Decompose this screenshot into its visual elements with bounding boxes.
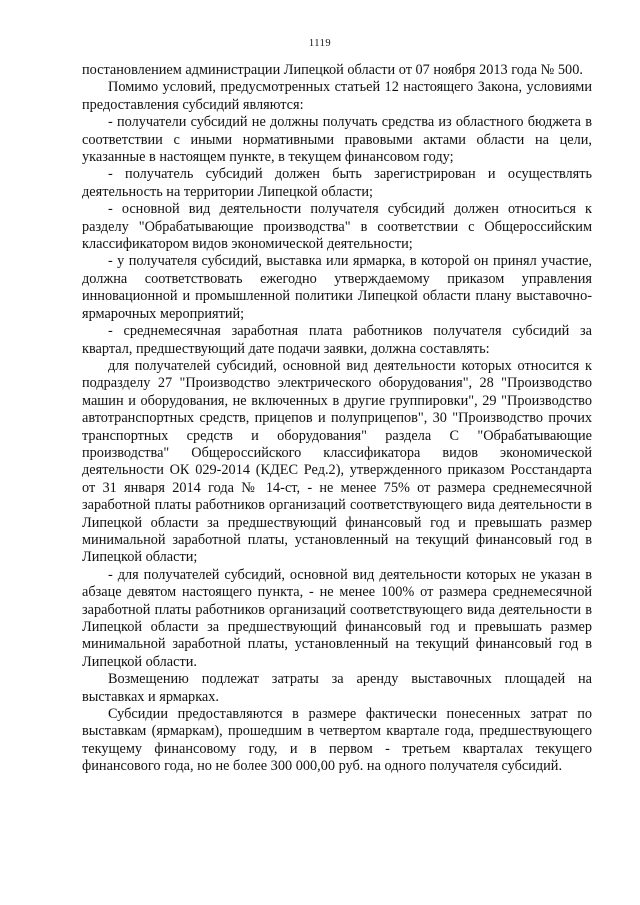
document-body [82, 62, 592, 776]
paragraph: Возмещению подлежат затраты за аренду выставочных площадей на выставках и ярмарках. [82, 671, 592, 705]
paragraph: Помимо условий, предусмотренных статьей 12 настоящего Закона, условиями предоставления субсидий являются: [82, 79, 592, 113]
list-item: - у получателя субсидий, выставка или ярмарка, в которой он принял участие, должна соответствовать ежегодно утверждаемому приказом управления инновационной и промышленной политики Липецкой области плану выставочно-ярмарочных мероприятий; [82, 253, 592, 322]
list-item: - для получателей субсидий, основной вид деятельности которых не указан в абзаце девятом настоящего пункта, - не менее 100% от размера среднемесячной заработной платы работников организаций соответствующего вида деятельности в Липецкой области за предшествующий финансовый год и превышать размер минимальной заработной платы, установленный на текущий финансовый год в Липецкой области. [82, 566, 592, 670]
list-item: - основной вид деятельности получателя субсидий должен относиться к разделу "Обрабатывающие производства" в соответствии с Общероссийским классификатором видов экономической деятельности; [82, 201, 592, 253]
list-item: - получатель субсидий должен быть зарегистрирован и осуществлять деятельность на территории Липецкой области; [82, 166, 592, 200]
paragraph: Субсидии предоставляются в размере фактически понесенных затрат по выставкам (ярмаркам), прошедшим в четвертом квартале года, предшествующего текущему финансовому году, и в первом - третьем кварталах текущего финансового года, но не более 300 000,00 руб. на одного получателя субсидий. [82, 706, 592, 775]
paragraph: постановлением администрации Липецкой области от 07 ноября 2013 года № 500. [82, 62, 583, 78]
list-item: - получатели субсидий не должны получать средства из областного бюджета в соответствии с иными нормативными правовыми актами области на цели, указанные в настоящем пункте, в текущем финансовом году; [82, 114, 592, 166]
list-item: - среднемесячная заработная плата работников получателя субсидий за квартал, предшествующий дате подачи заявки, должна составлять: [82, 323, 592, 357]
page-number: 1119 [308, 38, 332, 49]
paragraph: для получателей субсидий, основной вид деятельности которых относится к подразделу 27 "Производство электрического оборудования", 28 "Производство машин и оборудования, не включенных в другие группировки", 29 "Производство автотранспортных средств, прицепов и полуприцепов", 30 "Производство прочих транспортных средств и оборудования" раздела С "Обрабатывающие производства" Общероссийского классификатора видов экономической деятельности ОК 029-2014 (КДЕС Ред.2), утвержденного приказом Росстандарта от 31 января 2014 года № 14-ст, - не менее 75% от размера среднемесячной заработной платы работников организаций соответствующего вида деятельности в Липецкой области за предшествующий финансовый год и превышать размер минимальной заработной платы, установленный на текущий финансовый год в Липецкой области; [82, 357, 592, 566]
